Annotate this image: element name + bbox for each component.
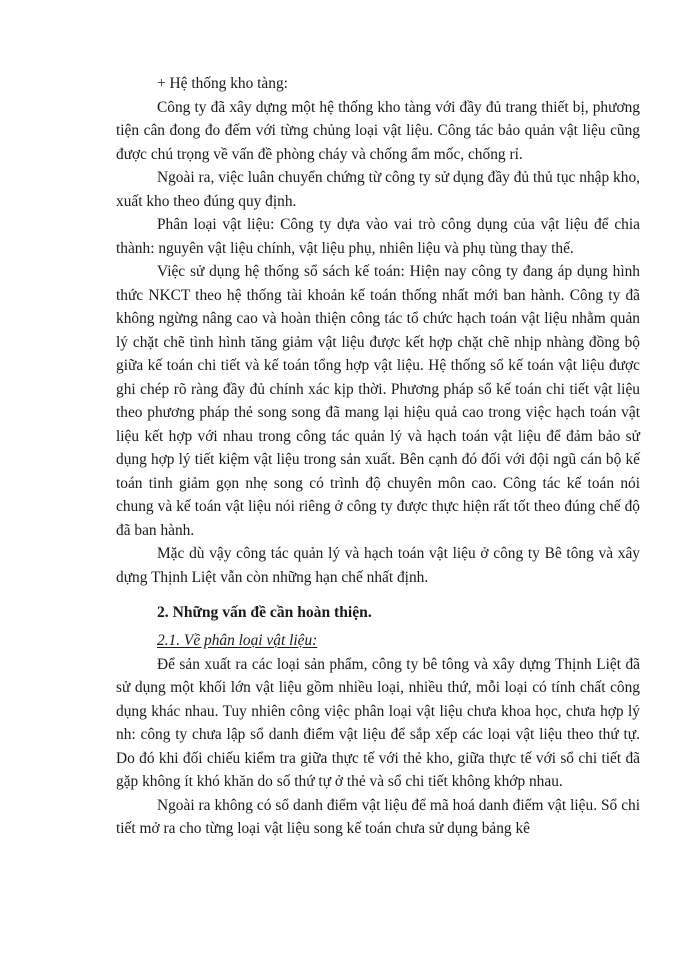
paragraph-kho-tang: Công ty đã xây dựng một hệ thống kho tàng với đầy đủ trang thiết bị, phương tiện cân đong đo đếm với từng chủng loại vật liệu. Công tác bảo quản vật liệu cũng được chú trọng về vấn đề phòng cháy và chống ẩm mốc, chống rỉ. — [116, 98, 640, 163]
document-page — [116, 72, 640, 841]
paragraph-han-che: Mặc dù vậy công tác quản lý và hạch toán vật liệu ở công ty Bê tông và xây dựng Thịnh Liệt vẫn còn những hạn chế nhất định. — [116, 545, 640, 586]
paragraph-so-sach: Việc sử dụng hệ thống sổ sách kế toán: Hiện nay công ty đang áp dụng hình thức NKCT theo hệ thống tài khoản kế toán thống nhất mới ban hành. Công ty đã không ngừng nâng cao và hoàn thiện công tác tổ chức hạch toán vật liệu nhằm quản lý chặt chẽ tình hình tăng giảm vật liệu được kết hợp chặt chẽ nhịp nhàng đồng bộ giữa kế toán chi tiết và kế toán tổng hợp vật liệu. Hệ thống sổ kế toán vật liệu được ghi chép rõ ràng đầy đủ chính xác kịp thời. Phương pháp sổ kế toán chi tiết vật liệu theo phương pháp thẻ song song đã mang lại hiệu quả cao trong việc hạch toán vật liệu kết hợp với nhau trong công tác quản lý và hạch toán vật liệu để đảm bảo sử dụng hợp lý tiết kiệm vật liệu trong sản xuất. Bên cạnh đó đối với đội ngũ cán bộ kế toán tinh giảm gọn nhẹ song có trình độ chuyên môn cao. Công tác kế toán nói chung và kế toán vật liệu nói riêng ở công ty được thực hiện rất tốt theo đúng chế độ đã ban hành. — [116, 263, 640, 539]
paragraph-phan-loai-detail: Để sản xuất ra các loại sản phẩm, công ty bê tông và xây dựng Thịnh Liệt đã sử dụng một khối lớn vật liệu gồm nhiều loại, nhiều thứ, mỗi loại có tính chất công dụng khác nhau. Tuy nhiên công việc phân loại vật liệu chưa khoa học, chưa hợp lý nh: công ty chưa lập sổ danh điểm vật liệu để sắp xếp các loại vật liệu theo thứ tự. Do đó khi đối chiếu kiểm tra giữa thực tế với thẻ kho, giữa thực tế với sổ chi tiết đã gặp không ít khó khăn do số thứ tự ở thẻ và sổ chi tiết không khớp nhau. — [116, 655, 640, 790]
kho-tang-heading: + Hệ thống kho tàng: — [157, 75, 288, 92]
subsection-heading: 2.1. Về phân loại vật liệu: — [157, 632, 318, 649]
paragraph-danh-diem: Ngoài ra không có sổ danh điểm vật liệu để mã hoá danh điểm vật liệu. Sổ chi tiết mở ra cho từng loại vật liệu song kế toán chưa sử dụng bảng kê — [116, 796, 640, 837]
paragraph-luan-chuyen: Ngoài ra, việc luân chuyển chứng từ công ty sử dụng đầy đủ thủ tục nhập kho, xuất kho theo đúng quy định. — [116, 169, 640, 210]
section-heading: 2. Những vấn đề cần hoàn thiện. — [157, 604, 372, 621]
paragraph-phan-loai: Phân loại vật liệu: Công ty dựa vào vai trò công dụng của vật liệu để chia thành: nguyên vật liệu chính, vật liệu phụ, nhiên liệu và phụ tùng thay thế. — [116, 216, 640, 257]
